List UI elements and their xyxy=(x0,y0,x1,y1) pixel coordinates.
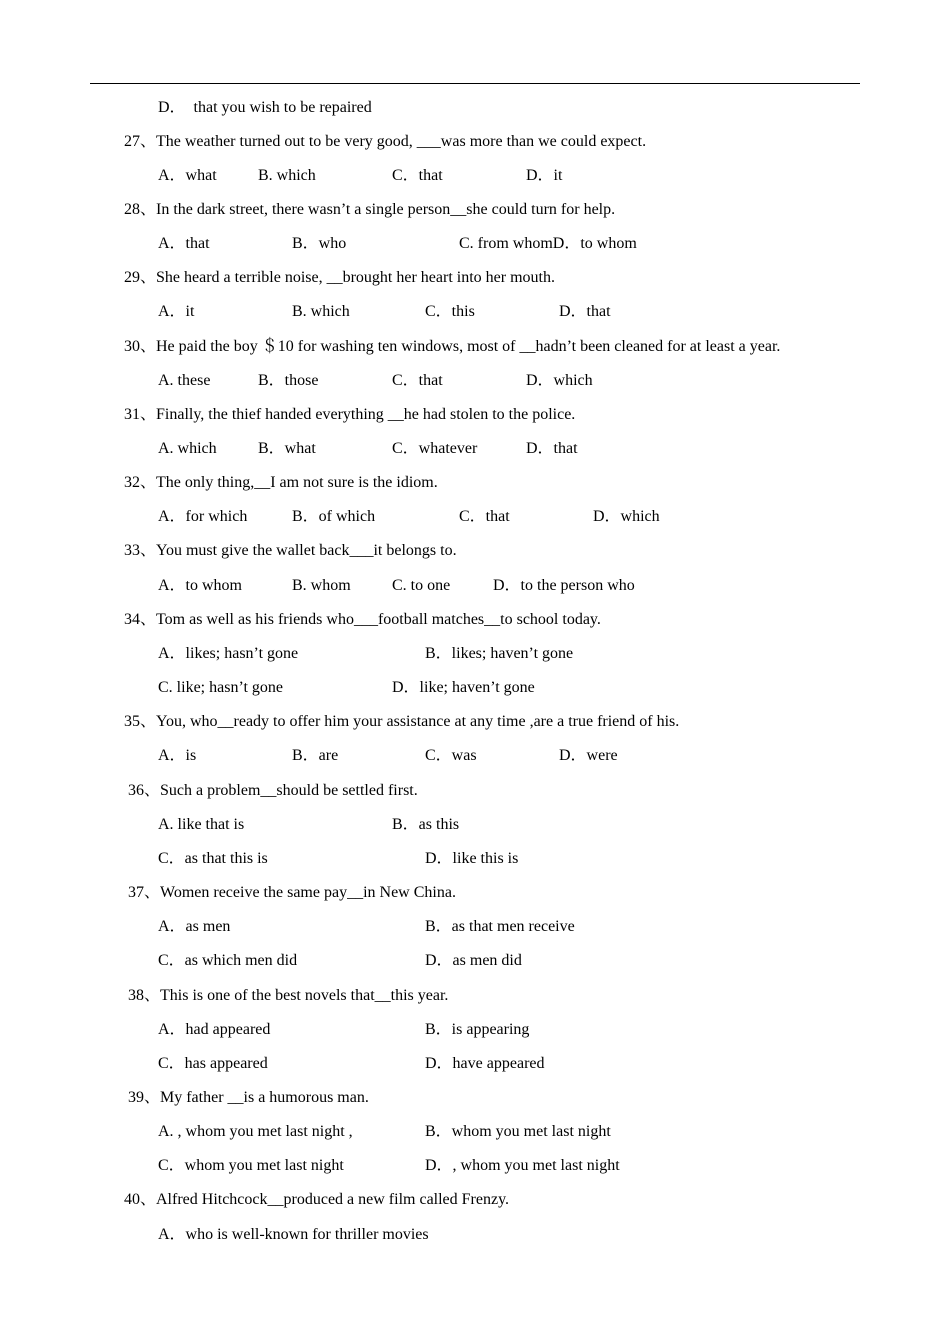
option-c: C．as which men did xyxy=(158,952,298,969)
question-39: 39、My father __is a humorous man. xyxy=(128,1089,369,1106)
option-a: A．it xyxy=(158,303,195,320)
option-c: C．that xyxy=(392,372,443,389)
option-a: A. which xyxy=(158,440,217,457)
question-34: 34、Tom as well as his friends who___football matches__to school today. xyxy=(124,611,601,628)
option-a: A．as men xyxy=(158,918,231,935)
option-c: C．this xyxy=(425,303,475,320)
option-line: D． that you wish to be repaired xyxy=(158,99,372,116)
option-c: C．has appeared xyxy=(158,1055,268,1072)
question-37: 37、Women receive the same pay__in New China. xyxy=(128,884,456,901)
question-38: 38、This is one of the best novels that__this year. xyxy=(128,987,449,1004)
option-a: A．likes; hasn’t gone xyxy=(158,645,299,662)
option-b: B. which xyxy=(292,303,350,320)
option-b: B. whom xyxy=(292,577,351,594)
option-b: B．of which xyxy=(292,508,376,525)
question-40: 40、Alfred Hitchcock__produced a new film called Frenzy. xyxy=(124,1191,510,1208)
option-a: A．to whom xyxy=(158,577,243,594)
option-d: D．as men did xyxy=(425,952,522,969)
option-b: B．those xyxy=(258,372,319,389)
option-d: D．, whom you met last night xyxy=(425,1157,620,1174)
option-a: A．what xyxy=(158,167,217,184)
option-b: B. which xyxy=(258,167,316,184)
option-b: B．whom you met last night xyxy=(425,1123,611,1140)
option-c: C. like; hasn’t gone xyxy=(158,679,284,696)
option-b: B．as this xyxy=(392,816,460,833)
option-a: A. these xyxy=(158,372,211,389)
option-c: C．that xyxy=(392,167,443,184)
option-b: B．are xyxy=(292,747,339,764)
option-c: C．as that this is xyxy=(158,850,268,867)
option-c: C. to one xyxy=(392,577,451,594)
option-a: A. , whom you met last night , xyxy=(158,1123,353,1140)
option-d: D．it xyxy=(526,167,563,184)
option-b: B．is appearing xyxy=(425,1021,530,1038)
option-a: A．is xyxy=(158,747,197,764)
option-d: D．that xyxy=(526,440,578,457)
option-a: A．that xyxy=(158,235,210,252)
question-29: 29、She heard a terrible noise, __brought her heart into her mouth. xyxy=(124,269,555,286)
option-d: D．which xyxy=(526,372,593,389)
option-d: D．to the person who xyxy=(493,577,635,594)
option-cd: C. from whomD．to whom xyxy=(459,235,637,252)
option-a: A．had appeared xyxy=(158,1021,271,1038)
header-rule xyxy=(90,83,860,84)
option-c: C．was xyxy=(425,747,477,764)
question-33: 33、You must give the wallet back___it belongs to. xyxy=(124,542,457,559)
option-d: D．which xyxy=(593,508,660,525)
option-d: D．like this is xyxy=(425,850,519,867)
option-d: D．were xyxy=(559,747,618,764)
question-31: 31、Finally, the thief handed everything __he had stolen to the police. xyxy=(124,406,576,423)
question-32: 32、The only thing,__I am not sure is the idiom. xyxy=(124,474,438,491)
option-a: A. like that is xyxy=(158,816,245,833)
option-b: B．what xyxy=(258,440,316,457)
question-28: 28、In the dark street, there wasn’t a single person__she could turn for help. xyxy=(124,201,616,218)
option-c: C．that xyxy=(459,508,510,525)
question-27: 27、The weather turned out to be very good, ___was more than we could expect. xyxy=(124,133,647,150)
question-35: 35、You, who__ready to offer him your assistance at any time ,are a true friend of his. xyxy=(124,713,680,730)
option-b: B．as that men receive xyxy=(425,918,575,935)
option-b: B．likes; haven’t gone xyxy=(425,645,574,662)
option-a: A．for which xyxy=(158,508,248,525)
question-36: 36、Such a problem__should be settled first. xyxy=(128,782,418,799)
option-c: C．whom you met last night xyxy=(158,1157,344,1174)
option-b: B．who xyxy=(292,235,347,252)
option-d: D．that xyxy=(559,303,611,320)
option-c: C．whatever xyxy=(392,440,478,457)
question-30: 30、He paid the boy ＄10 for washing ten windows, most of __hadn’t been cleaned for at least a year. xyxy=(124,338,781,355)
option-d: D．have appeared xyxy=(425,1055,545,1072)
option-d: D．like; haven’t gone xyxy=(392,679,535,696)
option-a: A．who is well-known for thriller movies xyxy=(158,1226,429,1243)
